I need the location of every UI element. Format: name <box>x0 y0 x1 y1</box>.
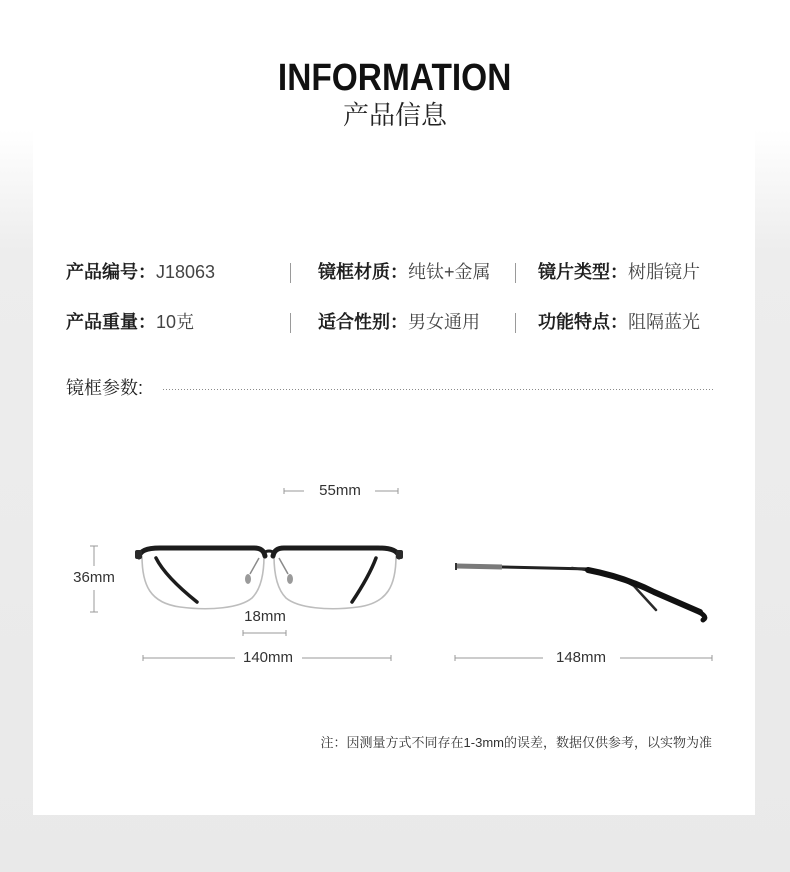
glasses-front-view <box>135 548 403 609</box>
spec-value: 10克 <box>156 312 195 332</box>
spec-value: 树脂镜片 <box>628 262 700 282</box>
dim-lens-height: 36mm <box>73 569 115 586</box>
dim-frame-width: 140mm <box>242 649 294 666</box>
measure-line-bridge-width <box>243 630 286 636</box>
left-endpiece <box>135 550 142 559</box>
spec-value: 阻隔蓝光 <box>628 312 700 332</box>
spec-label: 适合性别： <box>318 312 408 332</box>
right-browline <box>273 548 399 557</box>
bridge <box>263 551 275 553</box>
temple-tip <box>588 570 700 612</box>
dim-lens-width: 55mm <box>319 482 361 499</box>
dim-bridge-width: 18mm <box>244 608 286 625</box>
left-temple-through-lens <box>156 558 197 602</box>
spec-value: 纯钛+金属 <box>408 262 491 282</box>
left-nose-pad-arm <box>250 558 259 574</box>
frame-params-label: 镜框参数: <box>66 378 144 398</box>
spec-label: 镜框材质： <box>318 262 408 282</box>
right-nose-pad-arm <box>279 558 288 574</box>
spec-label: 产品编号： <box>66 262 156 282</box>
left-nose-pad <box>245 574 251 584</box>
spec-label: 功能特点： <box>538 312 628 332</box>
temple-tip-end <box>699 612 705 620</box>
page-title-cn: 产品信息 <box>342 100 447 130</box>
right-nose-pad <box>287 574 293 584</box>
measure-lines <box>90 488 712 661</box>
title-en-text: INFORMATION <box>278 57 512 99</box>
dim-temple-length: 148mm <box>555 649 607 666</box>
left-browline <box>139 548 265 557</box>
right-temple-through-lens <box>352 558 376 602</box>
right-lens-outline <box>274 556 396 609</box>
right-endpiece <box>396 550 403 559</box>
spec-label: 产品重量： <box>66 312 156 332</box>
spec-value: 男女通用 <box>408 312 480 332</box>
spec-value: J18063 <box>156 262 216 282</box>
temple-hinge <box>457 566 502 567</box>
glasses-side-view <box>456 563 705 620</box>
measurement-note: 注：因测量方式不同存在1-3mm的误差，数据仅供参考，以实物为准 <box>320 735 712 750</box>
spec-label: 镜片类型： <box>538 262 628 282</box>
